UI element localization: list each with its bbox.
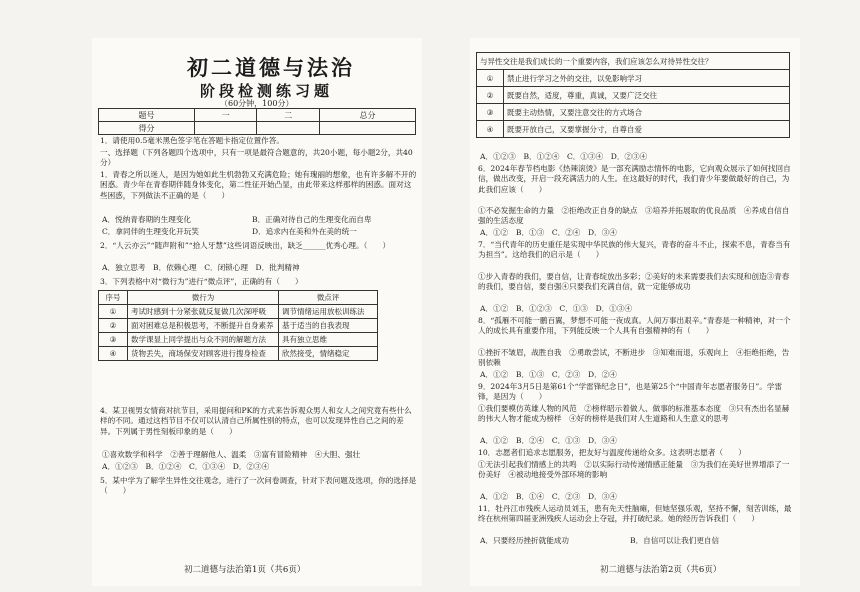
score-row-label: 得分 xyxy=(99,122,195,135)
q3-row-comment: 欣然接受，情绪稳定 xyxy=(279,347,378,361)
question-4: 4．某卫视男女情商对抗节目，采用提问和PK的方式来告诉观众男人和女人之间究竟有些什么样的不同。通过这档节目不仅可以认清自己所属性别的特点，也可以发现异性自己之间的差异。下列属于男性刻板印象的是（ ） xyxy=(100,406,412,436)
q4-items: ①喜欢数学和科学 ②善于理解他人、温柔 ③富有冒险精神 ④大胆、强壮 xyxy=(102,450,361,459)
q3-row-behavior: 货物丢失，商场保安对顾客进行搜身检查 xyxy=(128,347,279,361)
q8-items: ①挫折不皱眉，战胜自我 ②勇敢尝试，不断进步 ③知难而退，乐观向上 ④拒绝拒绝，告别依赖 xyxy=(478,348,790,368)
q7-items: ①步入青春的我们，要自信，让青春绽放出多彩；②美好的未来需要我们去实现和创造③青春的我们，要自信，要自强④只要我们充满自信，就一定能够成功 xyxy=(478,272,790,292)
q7-answers: A．①② B．①②③ C．①③ D．①③④ xyxy=(480,304,633,313)
question-1: 1．青春之所以迷人，是因为她如此生机勃勃又充满危险；她有瑰丽的想象，也有许多解不开的困惑。青少年在青春期伴随身体变化，第二性征开始凸显，由此带来这样那样的困惑。面对这些困惑，下列做法不正确的是（ ） xyxy=(100,170,417,200)
q3-row-comment: 调节情绪运用放松训练法 xyxy=(279,305,378,319)
q6-answers: A．①② B．①③ C．②④ D．③④ xyxy=(480,228,617,237)
page-footer: 初二道德与法治第1页（共6页） xyxy=(184,565,306,575)
question-11: 11．牡丹江市残疾人运动员刘玉，患有先天性脑瘫，但她坚强乐观，坚持不懈，刻苦训练，最终在杭州第四届亚洲残疾人运动会上夺冠，并打破纪录。她的经历告诉我们（ ） xyxy=(478,504,792,524)
notice: 1．请使用0.5毫米黑色签字笔在答题卡指定位置作答。 xyxy=(100,136,284,145)
section-heading: 一、选择题（下列各题四个选项中，只有一项是最符合题意的，共20小题，每小题2分，共40分） xyxy=(100,148,413,168)
question-2: 2．“人云亦云”“随声附和”“拾人牙慧”这些词语反映出，缺乏______优秀心理。（ ） xyxy=(100,241,391,250)
q1-option-d: D．追求内在美和外在美的统一 xyxy=(252,227,357,236)
q9-items: ①我们要模仿英雄人物的风范 ②榜样昭示着做人、做事的标准基本态度 ③只有杰出名显赫的伟大人物才能成为榜样 ④好的榜样是我们对人生道路和人生意义的思考 xyxy=(478,404,790,424)
q3-row-behavior: 面对困难总是积极思考，不断提升自身素养 xyxy=(128,319,279,333)
q11-option-a: A．只要经历挫折就能成功 xyxy=(480,536,570,545)
score-header-2: 一 xyxy=(194,109,257,122)
q3-row-index: ② xyxy=(99,319,128,333)
q3-row-behavior: 数学课显上同学提出与众不同的解题方法 xyxy=(128,333,279,347)
q5-table-index: ④ xyxy=(477,121,504,138)
q10-items: ①无法引起我们情感上的共鸣 ②以实际行动传递情感正能量 ③为我们在美好世界增添了一份美好 ④被动地接受外部环境的影响 xyxy=(478,460,790,480)
q5-answers: A．①②③ B．①②④ C．①③④ D．②③④ xyxy=(480,152,648,161)
q3-row-index: ① xyxy=(99,305,128,319)
exam-page-1 xyxy=(92,38,422,586)
score-table xyxy=(98,108,416,135)
q5-table-text: 既要开放自己，又要掌握分寸，自尊自爱 xyxy=(504,121,790,138)
q1-option-a: A．悦纳青春期的生理变化 xyxy=(102,215,192,224)
question-5: 5．某中学为了解学生异性交往观念，进行了一次问卷调查，针对下表问题及选项，你的选择是（ ） xyxy=(100,476,417,496)
q3-header-index: 序号 xyxy=(99,291,128,305)
exam-page-2 xyxy=(470,38,800,586)
q1-option-b: B．正确对待自己的生理变化而自卑 xyxy=(252,215,372,224)
question-3: 3．下列表格中对“微行为”进行“微点评”，正确的有（ ） xyxy=(100,277,303,286)
score-cell xyxy=(257,122,320,135)
q3-row-comment: 具有独立思维 xyxy=(279,333,378,347)
question-9: 9．2024年3月5日是第61个“学雷锋纪念日”，也是第25个“中国青年志愿者服务日”。学雷锋，是因为（ ） xyxy=(478,382,783,402)
q10-answers: A．①② B．①④ C．②③ D．③④ xyxy=(480,492,617,501)
question-6: 6．2024年春节档电影《热辣滚烫》是一部充满励志情怀的电影，它向观众展示了如何找回自信，做出改变，开启一段充满活力的人生。在这最好的时代，我们青少年要做最好的自己，为此我们应该（ ） xyxy=(478,164,791,194)
question-8: 8．“孤雁不可能一鹏百翼，梦想不可能一夜成真。人间万事出艰辛。”青春是一种精神，对一个人的成长具有重要作用，下列能反映一个人具有自强精神的有（ ） xyxy=(478,316,791,336)
q4-options: A．①②③ B．①②④ C．①③④ D．②③④ xyxy=(102,462,270,471)
page-footer: 初二道德与法治第2页（共6页） xyxy=(600,565,722,575)
q5-table-text: 既要主动热情，又要注意交往的方式场合 xyxy=(504,104,790,121)
time-score: （60分钟，100分） xyxy=(220,99,294,108)
q5-table-index: ① xyxy=(477,70,504,87)
q5-table-text: 既要自然，适度，尊重，真诚，又要广泛交往 xyxy=(504,87,790,104)
score-header-1: 题号 xyxy=(99,109,195,122)
q1-option-c: C．拿同伴的生理变化开玩笑 xyxy=(102,227,199,236)
q6-items: ①不必发掘生命的力量 ②拒绝改正自身的缺点 ③培养并拓展取的优良品质 ④养成自信自强的生活态度 xyxy=(478,206,790,226)
question-10: 10．志愿者们追求志愿服务，把友好与温度传递给众多。这表明志愿者（ ） xyxy=(478,448,746,457)
q3-header-comment: 微点评 xyxy=(279,291,378,305)
q2-options: A．独立思考 B．依赖心理 C．闭锁心理 D．批判精神 xyxy=(102,263,300,272)
score-cell xyxy=(194,122,257,135)
exam-title: 初二道德与法治 xyxy=(187,55,355,80)
q11-option-b: B．自信可以让我们更自信 xyxy=(630,536,720,545)
q5-options-table xyxy=(476,52,790,138)
q8-answers: A．①② B．①③ C．②③ D．②④ xyxy=(480,370,617,379)
q3-table xyxy=(98,290,378,361)
q5-table-index: ③ xyxy=(477,104,504,121)
q3-header-behavior: 微行为 xyxy=(128,291,279,305)
score-header-4: 总分 xyxy=(320,109,416,122)
q3-row-index: ④ xyxy=(99,347,128,361)
question-7: 7．“当代青年的历史重任是实现中华民族的伟大复兴，青春的奋斗不止，探索不息，青春当有为担当”。这给我们的启示是（ ） xyxy=(478,240,791,260)
q5-table-intro: 与异性交往是我们成长的一个重要内容，我们应该怎么对待异性交往？ xyxy=(477,53,790,70)
q9-answers: A．①② B．②④ C．①③ D．③④ xyxy=(480,436,617,445)
score-cell xyxy=(320,122,416,135)
exam-subtitle: 阶段检测练习题 xyxy=(200,82,334,100)
q5-table-text: 禁止进行学习之外的交往，以免影响学习 xyxy=(504,70,790,87)
score-header-3: 二 xyxy=(257,109,320,122)
q3-row-behavior: 考试时感到十分紧张就反复做几次深呼吸 xyxy=(128,305,279,319)
q3-row-index: ③ xyxy=(99,333,128,347)
q3-row-comment: 基于适当的自我表现 xyxy=(279,319,378,333)
q5-table-index: ② xyxy=(477,87,504,104)
